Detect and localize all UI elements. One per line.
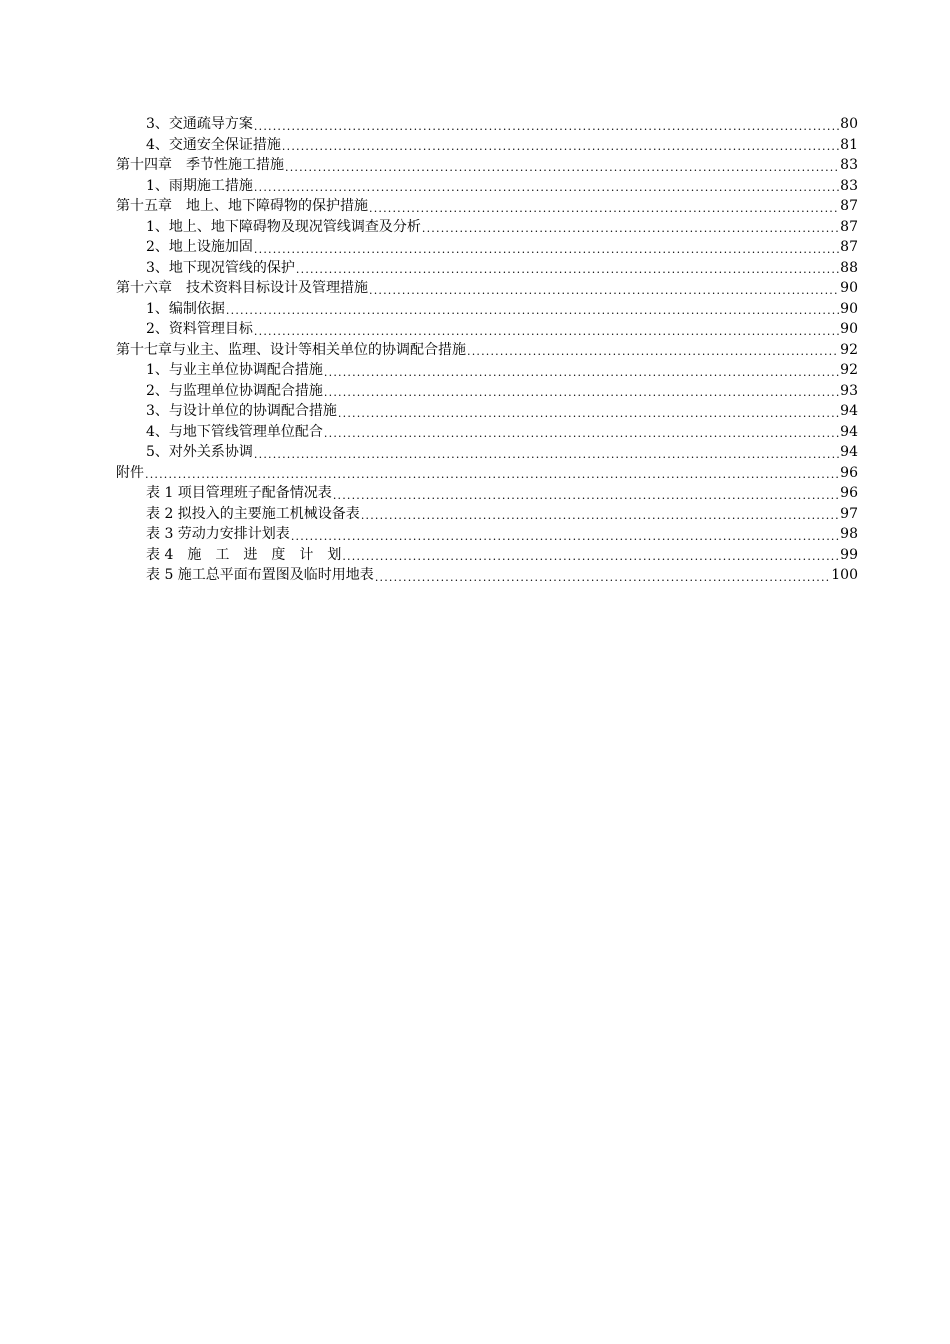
dot-leader [145,467,839,483]
toc-entry-page: 94 [840,403,858,419]
toc-entry-page: 92 [840,362,858,378]
toc-entry[interactable] [116,114,858,135]
toc-entry-title: 表 4 施 工 进 度 计 划 [146,546,342,563]
toc-chapter-entry[interactable] [116,155,858,176]
toc-entry-title: 4、交通安全保证措施 [146,136,281,153]
toc-entry-page: 87 [840,218,858,235]
toc-entry-title: 表 2 拟投入的主要施工机械设备表 [146,505,360,522]
toc-entry-title: 5、对外关系协调 [146,444,253,460]
toc-entry-title: 第十四章 季节性施工措施 [116,157,284,173]
dot-leader [338,406,839,422]
toc-entry[interactable] [116,565,858,586]
toc-entry-page: 96 [840,485,858,501]
toc-entry[interactable] [116,442,858,463]
toc-entry-page: 96 [840,464,858,481]
toc-entry-title: 2、资料管理目标 [146,321,253,337]
toc-entry-title: 1、雨期施工措施 [146,177,253,194]
toc-entry-page: 99 [840,546,858,563]
toc-entry[interactable] [116,258,858,279]
toc-entry-title: 第十七章与业主、监理、设计等相关单位的协调配合措施 [116,341,466,358]
toc-entry-title: 3、与设计单位的协调配合措施 [146,403,337,419]
dot-leader [361,508,839,524]
dot-leader [285,160,839,176]
toc-entry-page: 100 [831,567,858,583]
dot-leader [254,119,839,135]
toc-entry[interactable] [116,524,858,545]
dot-leader [369,201,839,217]
toc-entry-title: 2、与监理单位协调配合措施 [146,382,323,399]
toc-entry-title: 表 1 项目管理班子配备情况表 [146,485,332,501]
toc-entry[interactable] [116,545,858,566]
toc-entry-page: 88 [840,259,858,276]
dot-leader [333,488,839,504]
toc-chapter-entry[interactable] [116,278,858,299]
toc-entry-page: 83 [840,157,858,173]
toc-entry-page: 93 [840,382,858,399]
toc-entry-page: 90 [840,300,858,317]
dot-leader [282,139,839,155]
dot-leader [324,426,839,442]
toc-chapter-entry[interactable] [116,340,858,361]
toc-entry-page: 94 [840,423,858,440]
toc-entry[interactable] [116,360,858,381]
toc-entry-page: 87 [840,198,858,214]
dot-leader [254,447,839,463]
dot-leader [324,385,839,401]
dot-leader [226,303,839,319]
toc-entry-page: 83 [840,177,858,194]
toc-entry-title: 1、与业主单位协调配合措施 [146,362,323,378]
toc-entry-page: 92 [840,341,858,358]
toc-entry-page: 98 [840,526,858,542]
toc-entry-title: 3、地下现况管线的保护 [146,259,295,276]
toc-entry[interactable] [116,381,858,402]
toc-entry[interactable] [116,237,858,258]
toc-chapter-entry[interactable] [116,196,858,217]
dot-leader [254,324,839,340]
toc-entry-page: 97 [840,505,858,522]
toc-entry[interactable] [116,135,858,156]
toc-entry[interactable] [116,483,858,504]
toc-entry[interactable] [116,176,858,197]
toc-entry[interactable] [116,319,858,340]
toc-entry-title: 3、交通疏导方案 [146,116,253,132]
dot-leader [342,549,839,565]
dot-leader [422,221,839,237]
toc-entry-title: 附件 [116,464,144,481]
toc-entry[interactable] [116,422,858,443]
toc-chapter-entry[interactable] [116,463,858,484]
dot-leader [291,529,839,545]
dot-leader [296,262,839,278]
dot-leader [375,570,830,586]
toc-entry[interactable] [116,217,858,238]
table-of-contents [116,114,858,586]
toc-entry-title: 2、地上设施加固 [146,239,253,255]
toc-entry[interactable] [116,504,858,525]
toc-entry-page: 90 [840,280,858,296]
toc-entry-page: 80 [840,116,858,132]
toc-entry-page: 90 [840,321,858,337]
toc-entry-page: 81 [840,136,858,153]
toc-entry[interactable] [116,401,858,422]
dot-leader [254,180,839,196]
toc-entry-page: 94 [840,444,858,460]
toc-entry-page: 87 [840,239,858,255]
toc-entry[interactable] [116,299,858,320]
dot-leader [254,242,839,258]
toc-entry-title: 表 3 劳动力安排计划表 [146,526,290,542]
toc-entry-title: 第十六章 技术资料目标设计及管理措施 [116,280,368,296]
toc-entry-title: 第十五章 地上、地下障碍物的保护措施 [116,198,368,214]
dot-leader [369,283,839,299]
toc-entry-title: 1、编制依据 [146,300,225,317]
dot-leader [467,344,839,360]
toc-entry-title: 表 5 施工总平面布置图及临时用地表 [146,567,374,583]
toc-entry-title: 4、与地下管线管理单位配合 [146,423,323,440]
dot-leader [324,365,839,381]
toc-entry-title: 1、地上、地下障碍物及现况管线调查及分析 [146,218,421,235]
